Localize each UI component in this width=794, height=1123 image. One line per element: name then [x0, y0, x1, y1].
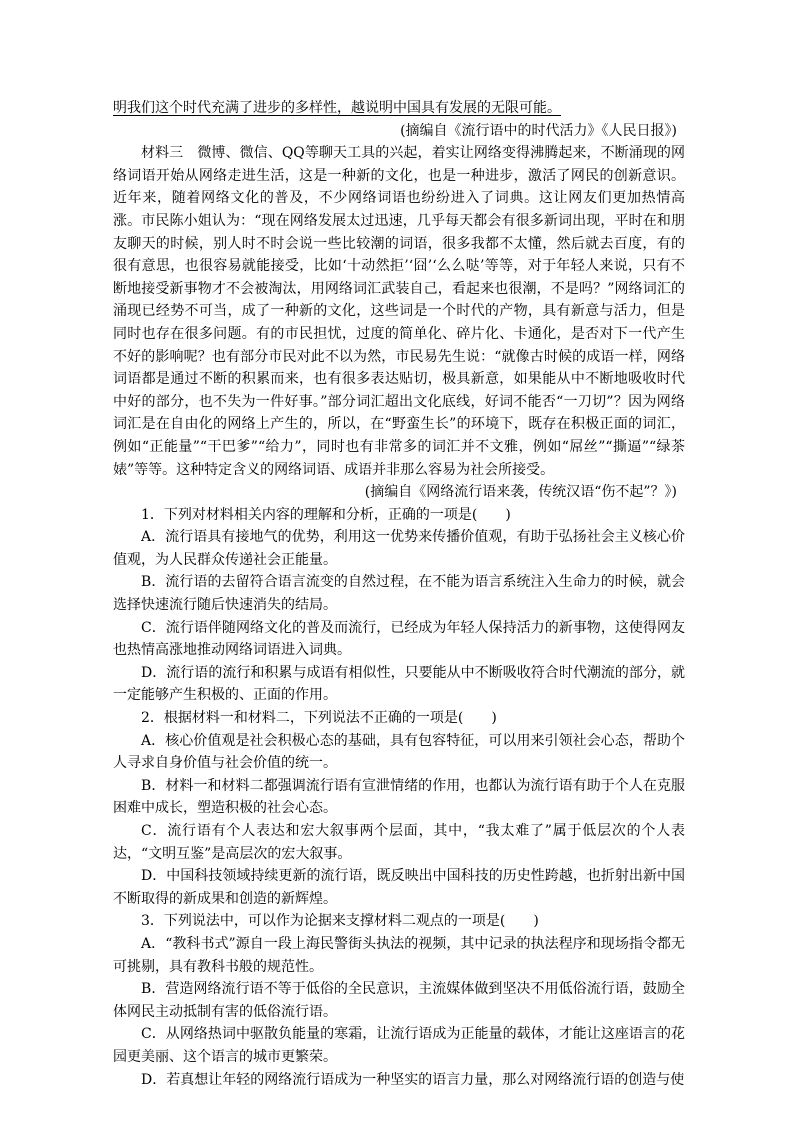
question-1-option-d: D．流行语的流行和积累与成语有相似性，只要能从中不断吸收符合时代潮流的部分，就一定能够产生积极的、正面的作用。 [113, 664, 685, 704]
question-2-option-d: D．中国科技领域持续更新的流行语，既反映出中国科技的历史性跨越，也折射出新中国不断取得的新成果和创造的新辉煌。 [113, 868, 685, 907]
question-1-option-a: A．流行语具有接地气的优势，利用这一优势来传播价值观，有助于弘扬社会主义核心价值观，为人民群众传递社会正能量。 [113, 529, 685, 568]
question-2-option-c: C．流行语有个人表达和宏大叙事两个层面，其中，“我太难了”属于低层次的个人表达，“文明互鉴”是高层次的宏大叙事。 [113, 823, 685, 862]
question-3-option-a: A．“教科书式”源自一段上海民警街头执法的视频，其中记录的执法程序和现场指令都无可挑剔，具有教科书般的规范性。 [113, 935, 685, 975]
material-three-paragraph: 材料三 微博、微信、QQ等聊天工具的兴起，着实让网络变得沸腾起来，不断涌现的网络词语开始从网络走进生活，这是一种新的文化，也是一种进步，激活了网民的创新意识。近年来，随着网络文化的普及，不少网络词语也纷纷进入了词典。这让网友们更加热情高涨。市民陈小姐认为：“现在网络发展太过迅速，几乎每天都会有很多新词出现，平时在和朋友聊天的时候，别人时不时会说一些比较潮的词语，很多我都不太懂，然后就去百度，有的很有意思，也很容易就能接受，比如‘十动然拒’‘囧’‘么么哒’等等，对于年轻人来说，只有不断地接受新事物才不会被淘汰，用网络词汇武装自己，看起来也很潮，不是吗？”网络词汇的涌现已经势不可当，成了一种新的文化，这些词是一个时代的产物，具有新意与活力，但是同时也存在很多问题。有的市民担忧，过度的简单化、碎片化、卡通化，是否对下一代产生不好的影响呢？也有部分市民对此不以为然，市民易先生说：“就像古时候的成语一样，网络词语都是通过不断的积累而来，也有很多表达贴切，极具新意，如果能从中不断地吸收时代中好的部分，也不失为一件好事。”部分词汇超出文化底线，好词不能否“一刀切”？因为网络词汇是在自由化的网络上产生的，所以，在“野蛮生长”的环境下，既存在积极正面的词汇，例如“正能量”“干巴爹”“给力”，同时也有非常多的词汇并不文雅，例如“屌丝”“撕逼”“绿茶婊”等等。这种特定含义的网络词语、成语并非那么容易为社会所接受。 [113, 145, 685, 478]
document-page [113, 97, 685, 1091]
question-3: 3．下列说法中，可以作为论据来支撑材料二观点的一项是( ) [141, 913, 539, 930]
question-2-option-a: A．核心价值观是社会积极心态的基础，具有包容特征，可以用来引领社会心态，帮助个人寻求自身价值与社会价值的统一。 [113, 732, 685, 772]
question-1-option-b: B．流行语的去留符合语言流变的自然过程，在不能为语言系统注入生命力的时候，就会选择快速流行随后快速消失的结局。 [113, 574, 685, 614]
question-3-option-c: C．从网络热词中驱散负能量的寒霜，让流行语成为正能量的载体，才能让这座语言的花园更美丽、这个语言的城市更繁荣。 [113, 1026, 685, 1065]
question-1-option-c: C．流行语伴随网络文化的普及而流行，已经成为年轻人保持活力的新事物，这使得网友也热情高涨地推动网络词语进入词典。 [113, 619, 685, 659]
question-1: 1．下列对材料相关内容的理解和分析，正确的一项是( ) [141, 506, 511, 523]
question-3-option-d: D．若真想让年轻的网络流行语成为一种坚实的语言力量，那么对网络流行语的创造与使 [141, 1071, 685, 1088]
question-2-option-b: B．材料一和材料二都强调流行语有宣泄情绪的作用，也都认为流行语有助于个人在克服困难中成长，塑造积极的社会心态。 [113, 777, 685, 817]
source-citation-1: (摘编自《流行语中的时代活力》《人民日报》) [400, 122, 677, 139]
question-2: 2．根据材料一和材料二，下列说法不正确的一项是( ) [141, 710, 497, 727]
question-3-option-b: B．营造网络流行语不等于低俗的全民意识，主流媒体做到坚决不用低俗流行语，鼓励全体网民主动抵制有害的低俗流行语。 [113, 981, 685, 1020]
top-line: 明我们这个时代充满了进步的多样性，越说明中国具有发展的无限可能。 [113, 100, 561, 116]
source-citation-2: (摘编自《网络流行语来袭，传统汉语“伤不起”？》) [364, 484, 677, 501]
